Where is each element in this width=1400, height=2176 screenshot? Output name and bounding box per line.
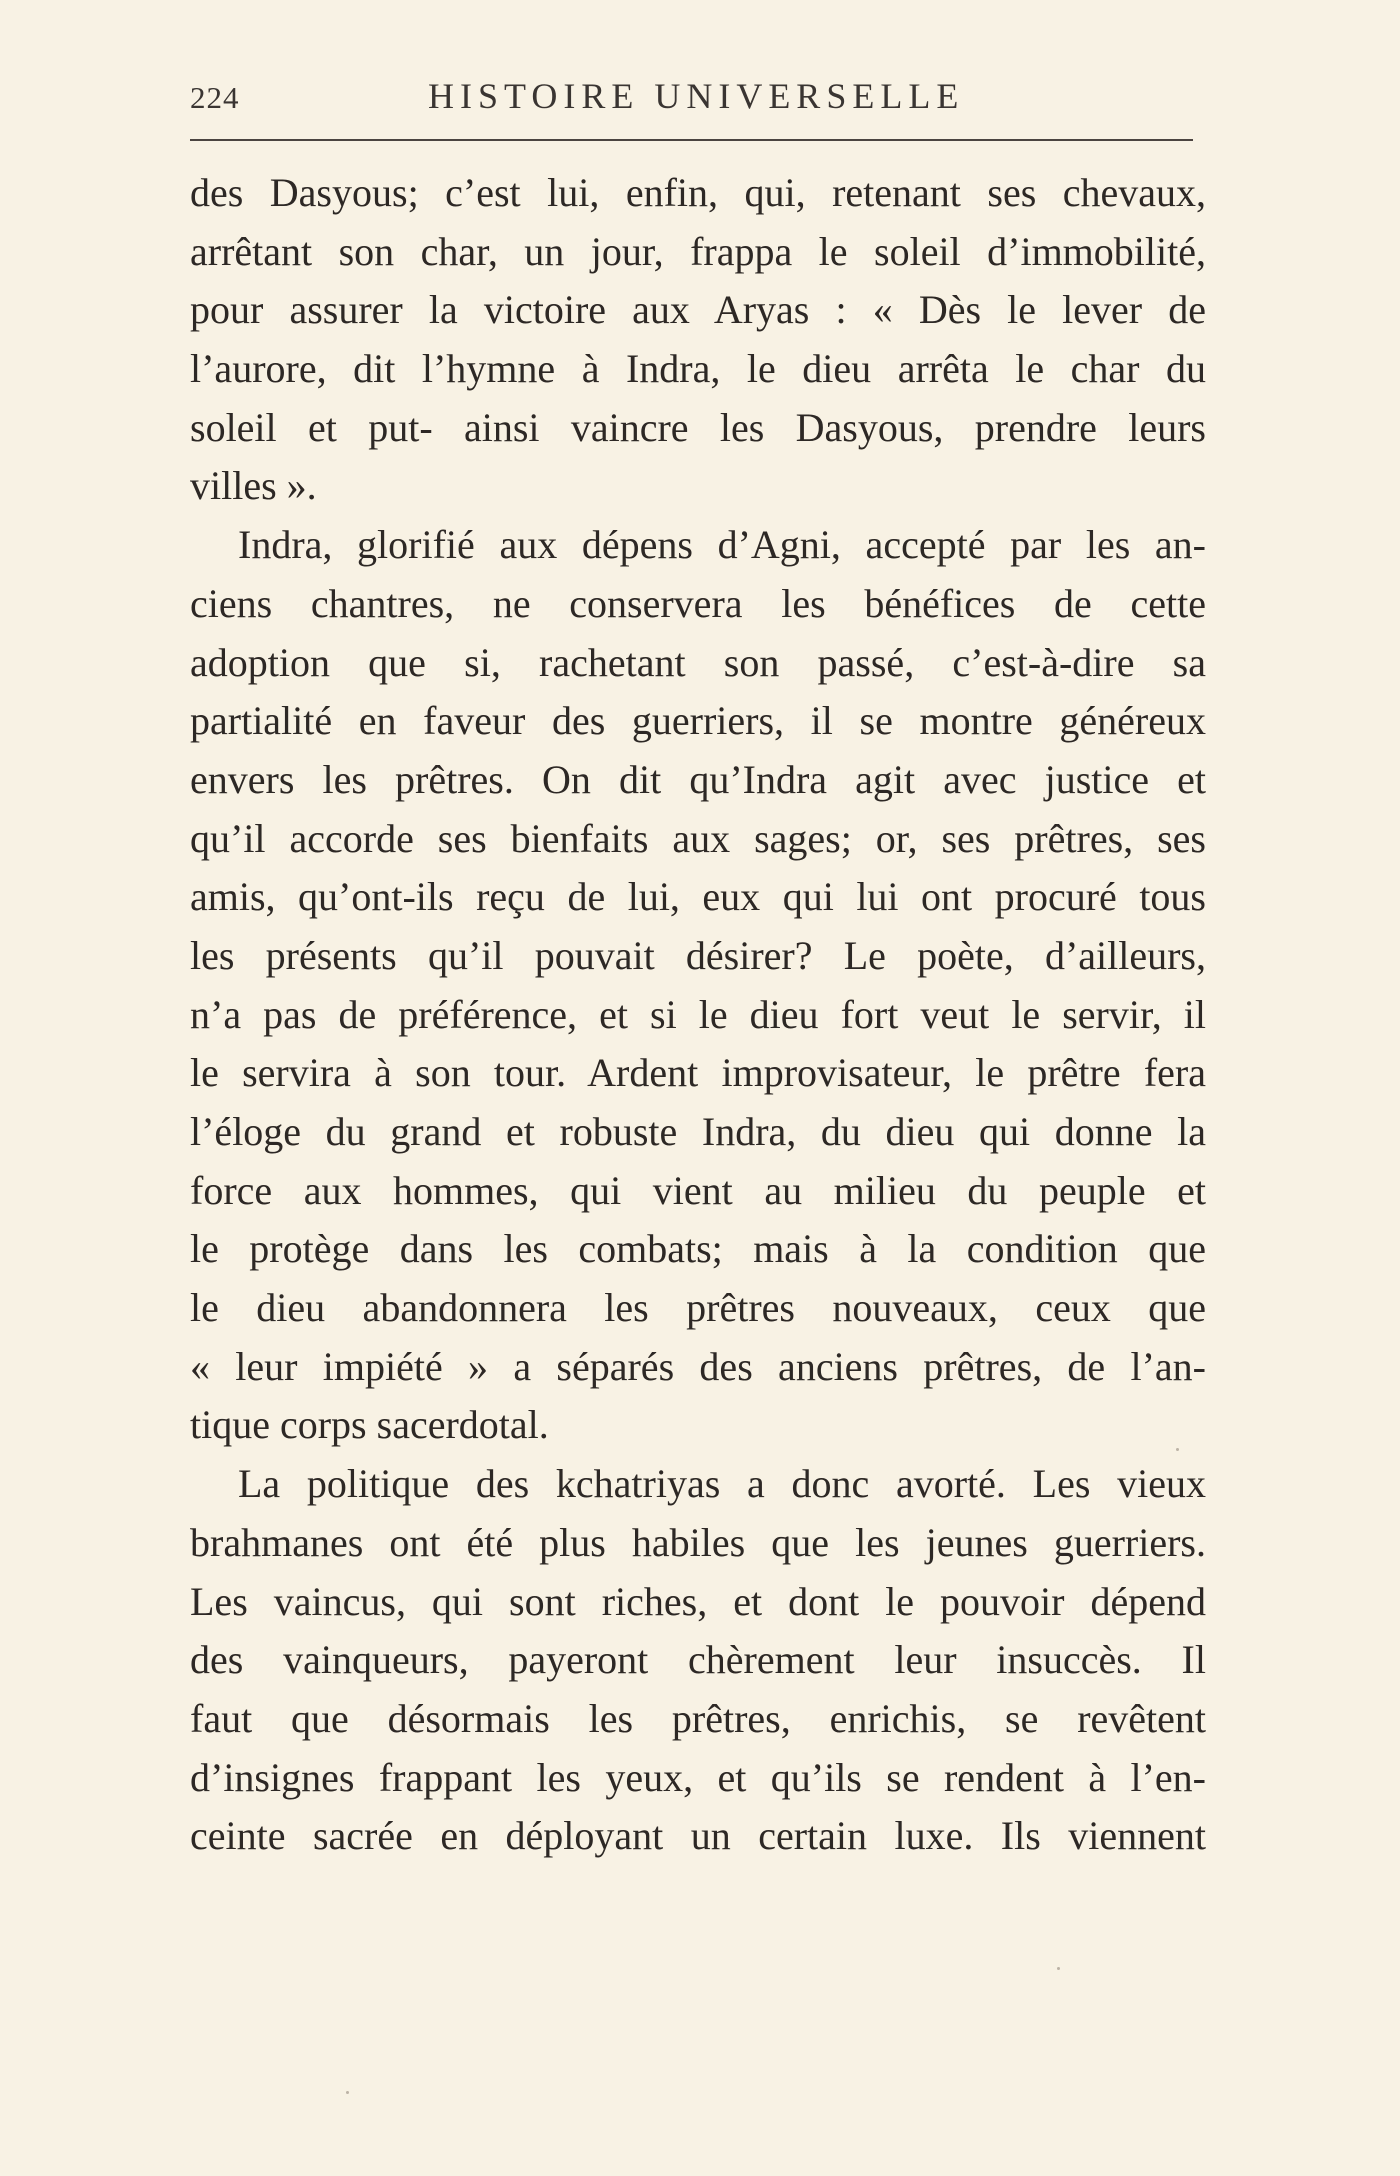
text-line: arrêtant son char, un jour, frappa le soleil d’immobilité, (190, 228, 1206, 274)
text-line: qu’il accorde ses bienfaits aux sages; or, ses prêtres, ses (190, 815, 1206, 861)
page-header (190, 72, 1190, 122)
text-line: villes ». (190, 463, 317, 509)
text-line: ceinte sacrée en déployant un certain luxe. Ils viennent (190, 1813, 1206, 1859)
body-text (190, 164, 1206, 1866)
text-line: des Dasyous; c’est lui, enfin, qui, retenant ses chevaux, (190, 170, 1206, 215)
paper-speck (1176, 1448, 1179, 1451)
text-line: « leur impiété » a séparés des anciens prêtres, de l’an- (190, 1343, 1206, 1389)
text-line: d’insignes frappant les yeux, et qu’ils se rendent à l’en- (190, 1754, 1206, 1800)
page-number: 224 (190, 80, 240, 115)
text-line: soleil et put- ainsi vaincre les Dasyous, prendre leurs (190, 404, 1206, 450)
header-rule (190, 139, 1193, 141)
text-line: envers les prêtres. On dit qu’Indra agit avec justice et (190, 756, 1206, 802)
text-line: le servira à son tour. Ardent improvisateur, le prêtre fera (190, 1050, 1206, 1096)
text-line: adoption que si, rachetant son passé, c’est-à-dire sa (190, 639, 1206, 685)
text-line: partialité en faveur des guerriers, il se montre généreux (190, 698, 1206, 744)
text-line: brahmanes ont été plus habiles que les jeunes guerriers. (190, 1519, 1206, 1565)
text-line: La politique des kchatriyas a donc avorté. Les vieux (238, 1461, 1206, 1507)
paper-speck (346, 2091, 349, 2094)
text-line: faut que désormais les prêtres, enrichis, se revêtent (190, 1695, 1206, 1741)
text-line: Indra, glorifié aux dépens d’Agni, accepté par les an- (238, 522, 1206, 568)
text-line: force aux hommes, qui vient au milieu du peuple et (190, 1167, 1206, 1213)
text-line: le protège dans les combats; mais à la condition que (190, 1226, 1206, 1272)
text-line: tique corps sacerdotal. (190, 1402, 549, 1448)
text-line: Les vaincus, qui sont riches, et dont le pouvoir dépend (190, 1578, 1206, 1624)
text-line: le dieu abandonnera les prêtres nouveaux, ceux que (190, 1285, 1206, 1331)
paper-speck (1057, 1967, 1060, 1970)
text-line: l’éloge du grand et robuste Indra, du dieu qui donne la (190, 1109, 1206, 1154)
text-line: pour assurer la victoire aux Aryas : « Dès le lever de (190, 287, 1206, 333)
text-line: ciens chantres, ne conservera les bénéfices de cette (190, 580, 1206, 626)
text-line: n’a pas de préférence, et si le dieu fort veut le servir, il (190, 991, 1206, 1037)
text-line: des vainqueurs, payeront chèrement leur insuccès. Il (190, 1637, 1206, 1683)
text-line: l’aurore, dit l’hymne à Indra, le dieu arrêta le char du (190, 346, 1206, 392)
text-line: amis, qu’ont-ils reçu de lui, eux qui lui ont procuré tous (190, 874, 1206, 920)
running-title: HISTOIRE UNIVERSELLE (428, 76, 965, 116)
text-line: les présents qu’il pouvait désirer? Le poète, d’ailleurs, (190, 932, 1206, 978)
